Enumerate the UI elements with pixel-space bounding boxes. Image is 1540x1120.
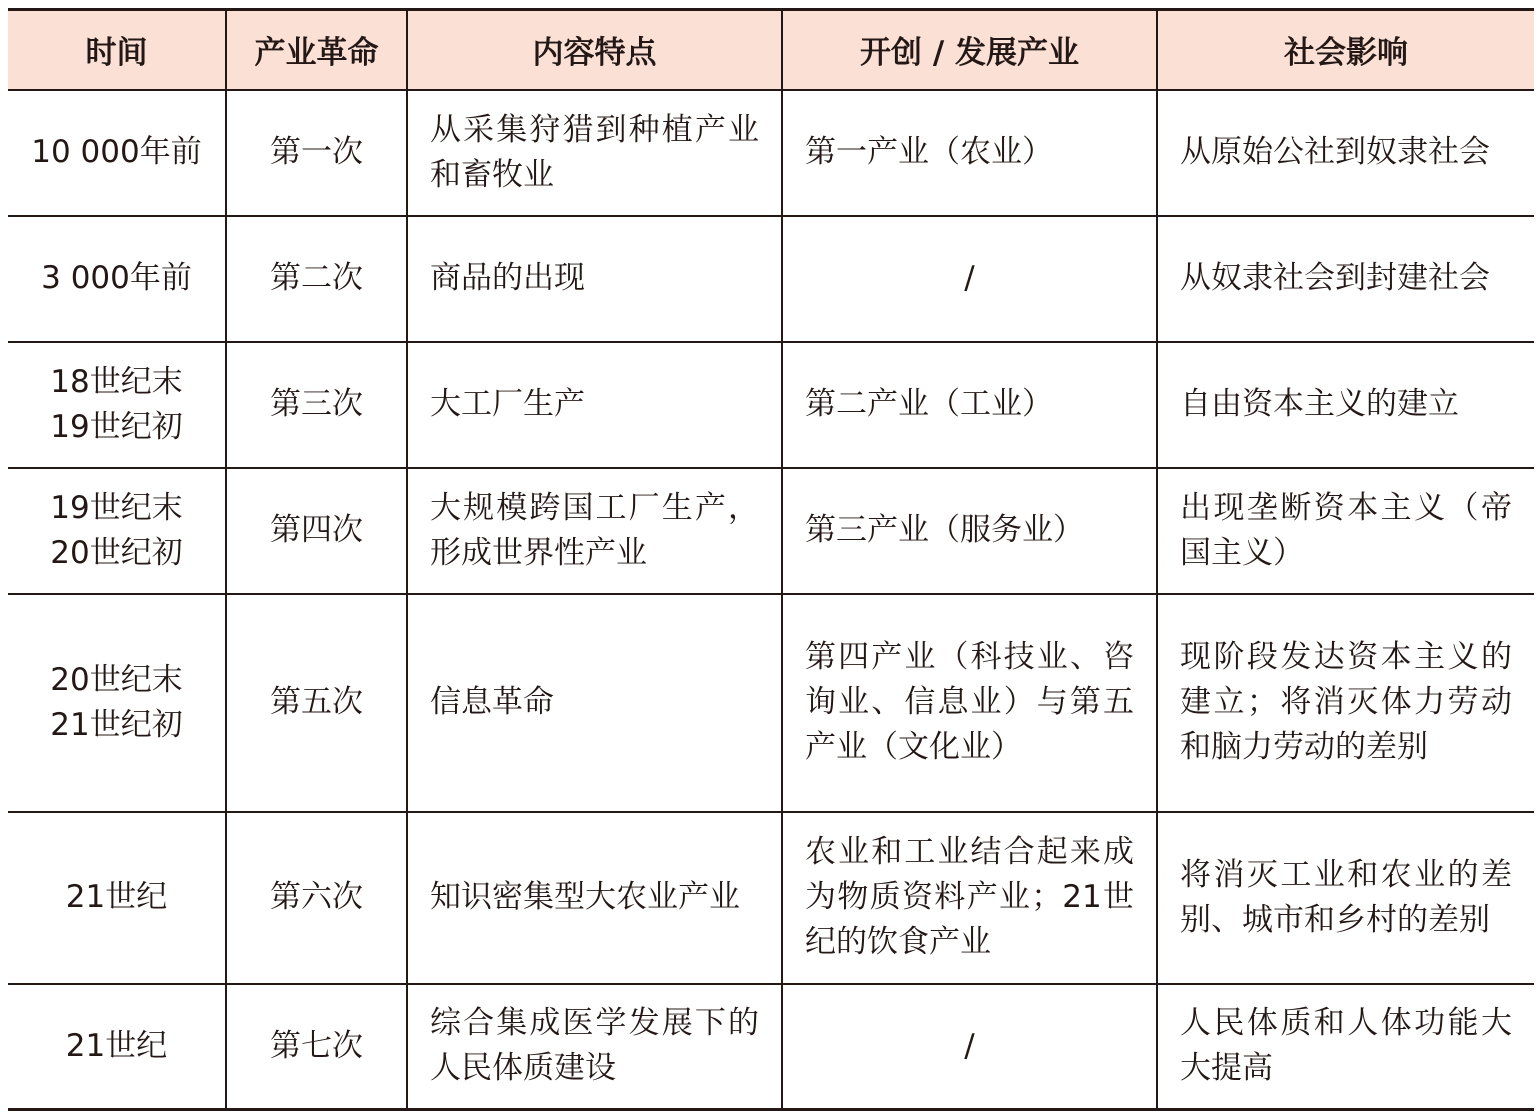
- cell-feature: 信息革命: [407, 594, 782, 812]
- cell-feature: 知识密集型大农业产业: [407, 812, 782, 984]
- header-impact: 社会影响: [1157, 10, 1534, 90]
- cell-time: 21世纪: [8, 812, 226, 984]
- cell-time: 21世纪: [8, 984, 226, 1110]
- table-container: [8, 8, 1534, 1111]
- cell-industry: /: [782, 984, 1157, 1110]
- cell-feature: 从采集狩猎到种植产业和畜牧业: [407, 90, 782, 216]
- cell-impact: 从奴隶社会到封建社会: [1157, 216, 1534, 342]
- cell-industry: 农业和工业结合起来成为物质资料产业；21世纪的饮食产业: [782, 812, 1157, 984]
- cell-impact: 自由资本主义的建立: [1157, 342, 1534, 468]
- cell-time: 19世纪末 20世纪初: [8, 468, 226, 594]
- cell-feature: 商品的出现: [407, 216, 782, 342]
- table-row: [8, 984, 1534, 1110]
- header-industry: 开创 / 发展产业: [782, 10, 1157, 90]
- header-time: 时间: [8, 10, 226, 90]
- cell-impact: 人民体质和人体功能大大提高: [1157, 984, 1534, 1110]
- cell-impact: 从原始公社到奴隶社会: [1157, 90, 1534, 216]
- table-row: [8, 594, 1534, 812]
- cell-revolution: 第四次: [226, 468, 407, 594]
- cell-feature: 综合集成医学发展下的人民体质建设: [407, 984, 782, 1110]
- cell-revolution: 第五次: [226, 594, 407, 812]
- header-feature: 内容特点: [407, 10, 782, 90]
- cell-industry: 第四产业（科技业、咨询业、信息业）与第五产业（文化业）: [782, 594, 1157, 812]
- cell-industry: 第一产业（农业）: [782, 90, 1157, 216]
- cell-feature: 大规模跨国工厂生产，形成世界性产业: [407, 468, 782, 594]
- cell-industry: /: [782, 216, 1157, 342]
- cell-time: 20世纪末 21世纪初: [8, 594, 226, 812]
- cell-industry: 第三产业（服务业）: [782, 468, 1157, 594]
- cell-revolution: 第二次: [226, 216, 407, 342]
- table-row: [8, 216, 1534, 342]
- cell-impact: 将消灭工业和农业的差别、城市和乡村的差别: [1157, 812, 1534, 984]
- cell-feature: 大工厂生产: [407, 342, 782, 468]
- header-row: [8, 10, 1534, 90]
- cell-revolution: 第六次: [226, 812, 407, 984]
- cell-industry: 第二产业（工业）: [782, 342, 1157, 468]
- cell-time: 3 000年前: [8, 216, 226, 342]
- cell-revolution: 第七次: [226, 984, 407, 1110]
- table-row: [8, 812, 1534, 984]
- cell-revolution: 第三次: [226, 342, 407, 468]
- table-row: [8, 342, 1534, 468]
- cell-impact: 出现垄断资本主义（帝国主义）: [1157, 468, 1534, 594]
- cell-time: 18世纪末 19世纪初: [8, 342, 226, 468]
- header-revolution: 产业革命: [226, 10, 407, 90]
- table-row: [8, 90, 1534, 216]
- cell-impact: 现阶段发达资本主义的建立；将消灭体力劳动和脑力劳动的差别: [1157, 594, 1534, 812]
- cell-revolution: 第一次: [226, 90, 407, 216]
- industrial-revolution-table: [8, 8, 1534, 1111]
- cell-time: 10 000年前: [8, 90, 226, 216]
- table-row: [8, 468, 1534, 594]
